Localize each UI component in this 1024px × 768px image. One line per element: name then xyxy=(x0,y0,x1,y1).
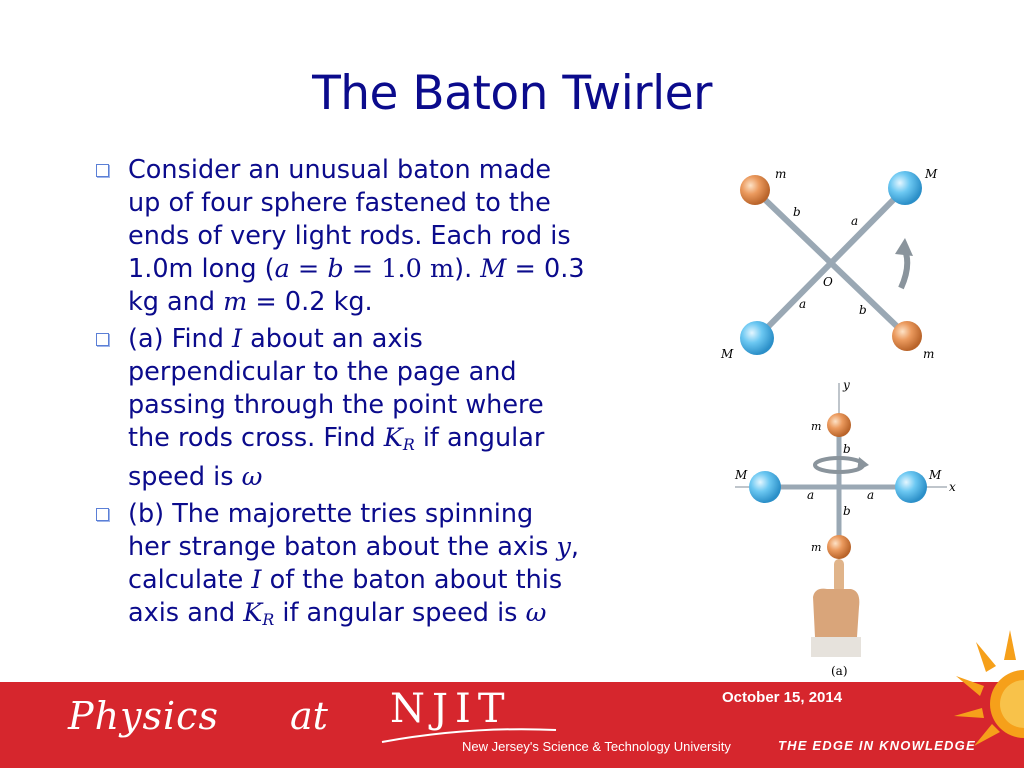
footer-tagline: THE EDGE IN KNOWLEDGE xyxy=(778,738,976,753)
label-M: M xyxy=(929,468,942,482)
caption: (a) xyxy=(831,664,848,678)
hand-icon xyxy=(811,559,861,657)
label-a: a xyxy=(851,214,859,228)
bullet-icon xyxy=(96,333,109,346)
sphere-M-right xyxy=(895,471,927,503)
bullet-item-part-b: (b) The majorette tries spinning her strange baton about the axis y, calculate I of the baton about this axis and $K_R$ if angular speed is ω xyxy=(92,498,667,636)
label-b: b xyxy=(859,303,867,317)
label-M: M xyxy=(721,347,734,361)
footer-date: October 15, 2014 xyxy=(722,689,843,706)
sphere-m-top-left xyxy=(740,175,770,205)
sphere-m-bottom xyxy=(827,535,851,559)
label-M: M xyxy=(735,468,748,482)
label-m: m xyxy=(811,420,822,433)
arrowhead-icon xyxy=(895,238,913,256)
label-m: m xyxy=(811,541,822,554)
label-m: m xyxy=(775,167,787,181)
label-b: b xyxy=(843,442,851,456)
bullet-icon xyxy=(96,508,109,521)
baton-x-figure xyxy=(715,158,960,368)
sphere-M-left xyxy=(749,471,781,503)
footer-at: at xyxy=(290,694,328,738)
slide-title: The Baton Twirler xyxy=(312,66,712,121)
sun-logo-icon xyxy=(940,620,1024,750)
bullet-icon xyxy=(96,164,109,177)
label-a: a xyxy=(867,488,875,502)
sphere-m-bottom-right xyxy=(892,321,922,351)
label-O: O xyxy=(823,275,833,289)
sphere-M-top-right xyxy=(888,171,922,205)
bullet-item-intro: Consider an unusual baton made up of four sphere fastened to the ends of very light rods. Each rod is 1.0m long (a = b = 1.0 m). M = 0.3 kg and m = 0.2 kg. xyxy=(92,154,667,319)
label-a: a xyxy=(799,297,807,311)
label-m: m xyxy=(923,347,935,361)
footer-njit-logo: NJIT xyxy=(390,686,512,732)
label-b: b xyxy=(843,504,851,518)
label-b: b xyxy=(793,205,801,219)
footer-physics: Physics xyxy=(68,694,219,738)
bullet-item-part-a: (a) Find I about an axis perpendicular to the page and passing through the point where the rods cross. Find $K_R$ if angular speed is ω xyxy=(92,323,667,494)
sphere-m-top xyxy=(827,413,851,437)
footer-university: New Jersey's Science & Technology University xyxy=(462,739,731,754)
sphere-M-bottom-left xyxy=(740,321,774,355)
bullet-list xyxy=(92,154,667,640)
baton-plus-figure xyxy=(715,375,965,682)
label-y: y xyxy=(843,378,850,392)
label-x: x xyxy=(949,480,956,494)
arrowhead-icon xyxy=(857,457,869,471)
label-M: M xyxy=(925,167,938,181)
label-a: a xyxy=(807,488,815,502)
rotation-arrow-icon xyxy=(901,250,907,288)
